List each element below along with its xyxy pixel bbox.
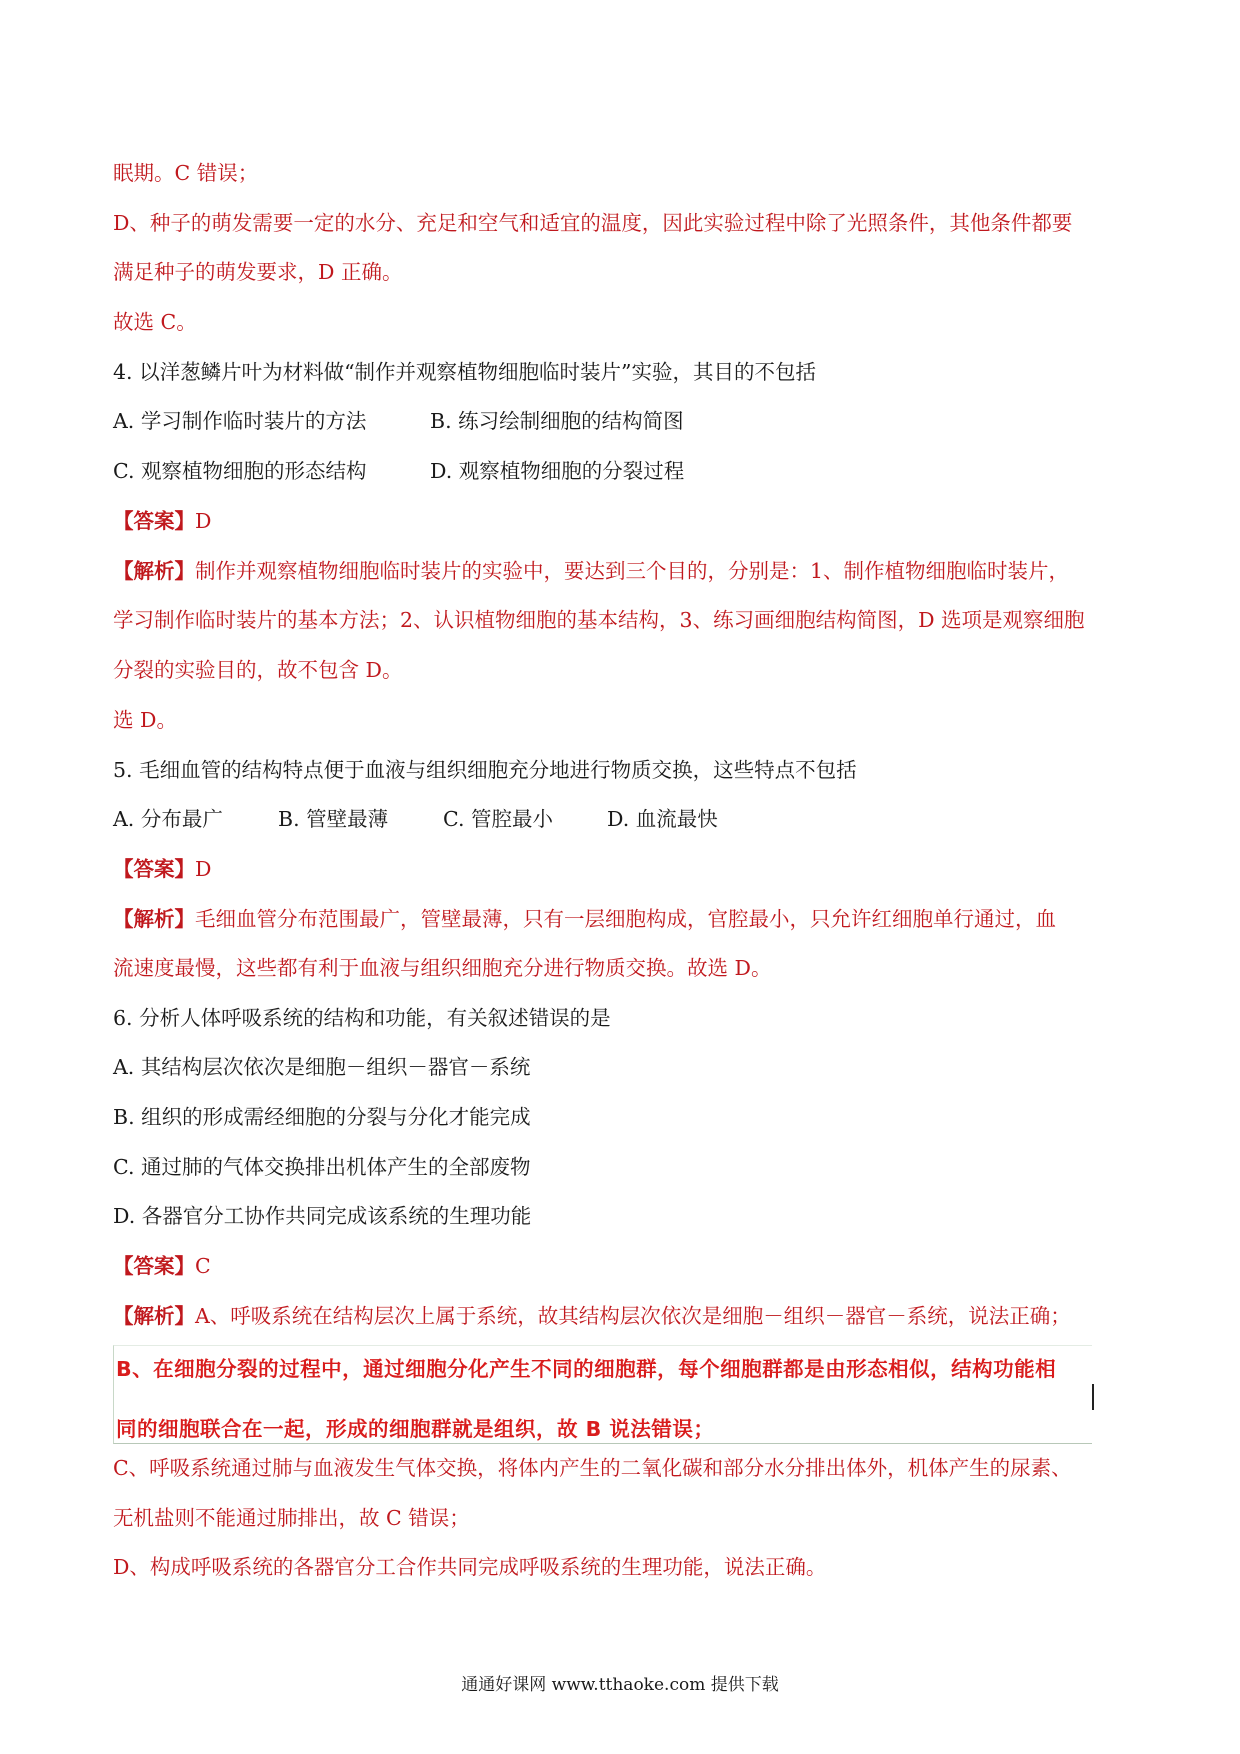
answer-line	[113, 1251, 211, 1281]
analysis-line: 分裂的实验目的，故不包含 D。	[113, 658, 403, 682]
answer-line	[113, 506, 211, 536]
answer-tag: 【答案】	[113, 1254, 195, 1278]
analysis-line: C、呼吸系统通过肺与血液发生气体交换，将体内产生的二氧化碳和部分水分排出体外，机体产生的尿素、	[113, 1456, 1072, 1480]
text-line: 故选 C。	[113, 310, 197, 334]
analysis-text: 制作并观察植物细胞临时装片的实验中，要达到三个目的，分别是：1、制作植物细胞临时装片，	[195, 559, 1070, 583]
analysis-tag: 【解析】	[113, 559, 195, 583]
analysis-line: 同的细胞联合在一起，形成的细胞群就是组织，故 B 说法错误；	[116, 1417, 715, 1441]
answer-tag: 【答案】	[113, 509, 195, 533]
option-a: A. 学习制作临时装片的方法	[113, 409, 367, 433]
option-row	[113, 804, 718, 834]
answer-value: D	[195, 857, 212, 881]
option-d: D. 观察植物细胞的分裂过程	[430, 459, 685, 483]
analysis-line: 学习制作临时装片的基本方法；2、认识植物细胞的基本结构，3、练习画细胞结构简图，D 选项是观察细胞	[113, 608, 1085, 632]
pasted-text-box	[113, 1345, 1092, 1444]
option-d: D. 各器官分工协作共同完成该系统的生理功能	[113, 1204, 532, 1228]
answer-value: C	[195, 1254, 211, 1278]
option-row	[113, 406, 684, 436]
analysis-line: 流速度最慢，这些都有利于血液与组织细胞充分进行物质交换。故选 D。	[113, 956, 772, 980]
option-c: C. 观察植物细胞的形态结构	[113, 459, 367, 483]
option-a: A. 其结构层次依次是细胞－组织－器官－系统	[113, 1055, 531, 1079]
option-c: C. 通过肺的气体交换排出机体产生的全部废物	[113, 1155, 531, 1179]
answer-tag: 【答案】	[113, 857, 195, 881]
analysis-line: B、在细胞分裂的过程中，通过细胞分化产生不同的细胞群，每个细胞群都是由形态相似，结构功能相	[116, 1357, 1057, 1381]
option-b: B. 组织的形成需经细胞的分裂与分化才能完成	[113, 1105, 531, 1129]
option-c: C. 管腔最小	[443, 807, 553, 831]
analysis-line	[113, 556, 1069, 586]
analysis-line	[113, 1301, 1071, 1331]
option-a: A. 分布最广	[113, 807, 223, 831]
analysis-line: 无机盐则不能通过肺排出，故 C 错误；	[113, 1506, 470, 1530]
option-d: D. 血流最快	[607, 807, 718, 831]
analysis-text: A、呼吸系统在结构层次上属于系统，故其结构层次依次是细胞－组织－器官－系统，说法正确；	[195, 1304, 1071, 1328]
option-b: B. 练习绘制细胞的结构简图	[430, 409, 684, 433]
answer-line	[113, 854, 211, 884]
analysis-tag: 【解析】	[113, 1304, 195, 1328]
text-cursor	[1092, 1384, 1094, 1410]
question-stem: 5. 毛细血管的结构特点便于血液与组织细胞充分地进行物质交换，这些特点不包括	[113, 758, 857, 782]
text-line: 眠期。C 错误；	[113, 161, 259, 185]
analysis-line	[113, 904, 1056, 934]
analysis-tag: 【解析】	[113, 907, 195, 931]
option-b: B. 管壁最薄	[278, 807, 389, 831]
option-row	[113, 456, 684, 486]
analysis-line: D、构成呼吸系统的各器官分工合作共同完成呼吸系统的生理功能，说法正确。	[113, 1555, 827, 1579]
conclusion-line: 选 D。	[113, 708, 177, 732]
text-line: D、种子的萌发需要一定的水分、充足和空气和适宜的温度，因此实验过程中除了光照条件，其他条件都要	[113, 211, 1073, 235]
page-footer: 通通好课网 www.tthaoke.com 提供下载	[461, 1675, 779, 1695]
analysis-text: 毛细血管分布范围最广，管壁最薄，只有一层细胞构成，官腔最小，只允许红细胞单行通过，血	[195, 907, 1056, 931]
question-stem: 6. 分析人体呼吸系统的结构和功能，有关叙述错误的是	[113, 1006, 611, 1030]
answer-value: D	[195, 509, 212, 533]
question-stem: 4. 以洋葱鳞片叶为材料做“制作并观察植物细胞临时装片”实验，其目的不包括	[113, 360, 817, 384]
text-line: 满足种子的萌发要求，D 正确。	[113, 260, 403, 284]
